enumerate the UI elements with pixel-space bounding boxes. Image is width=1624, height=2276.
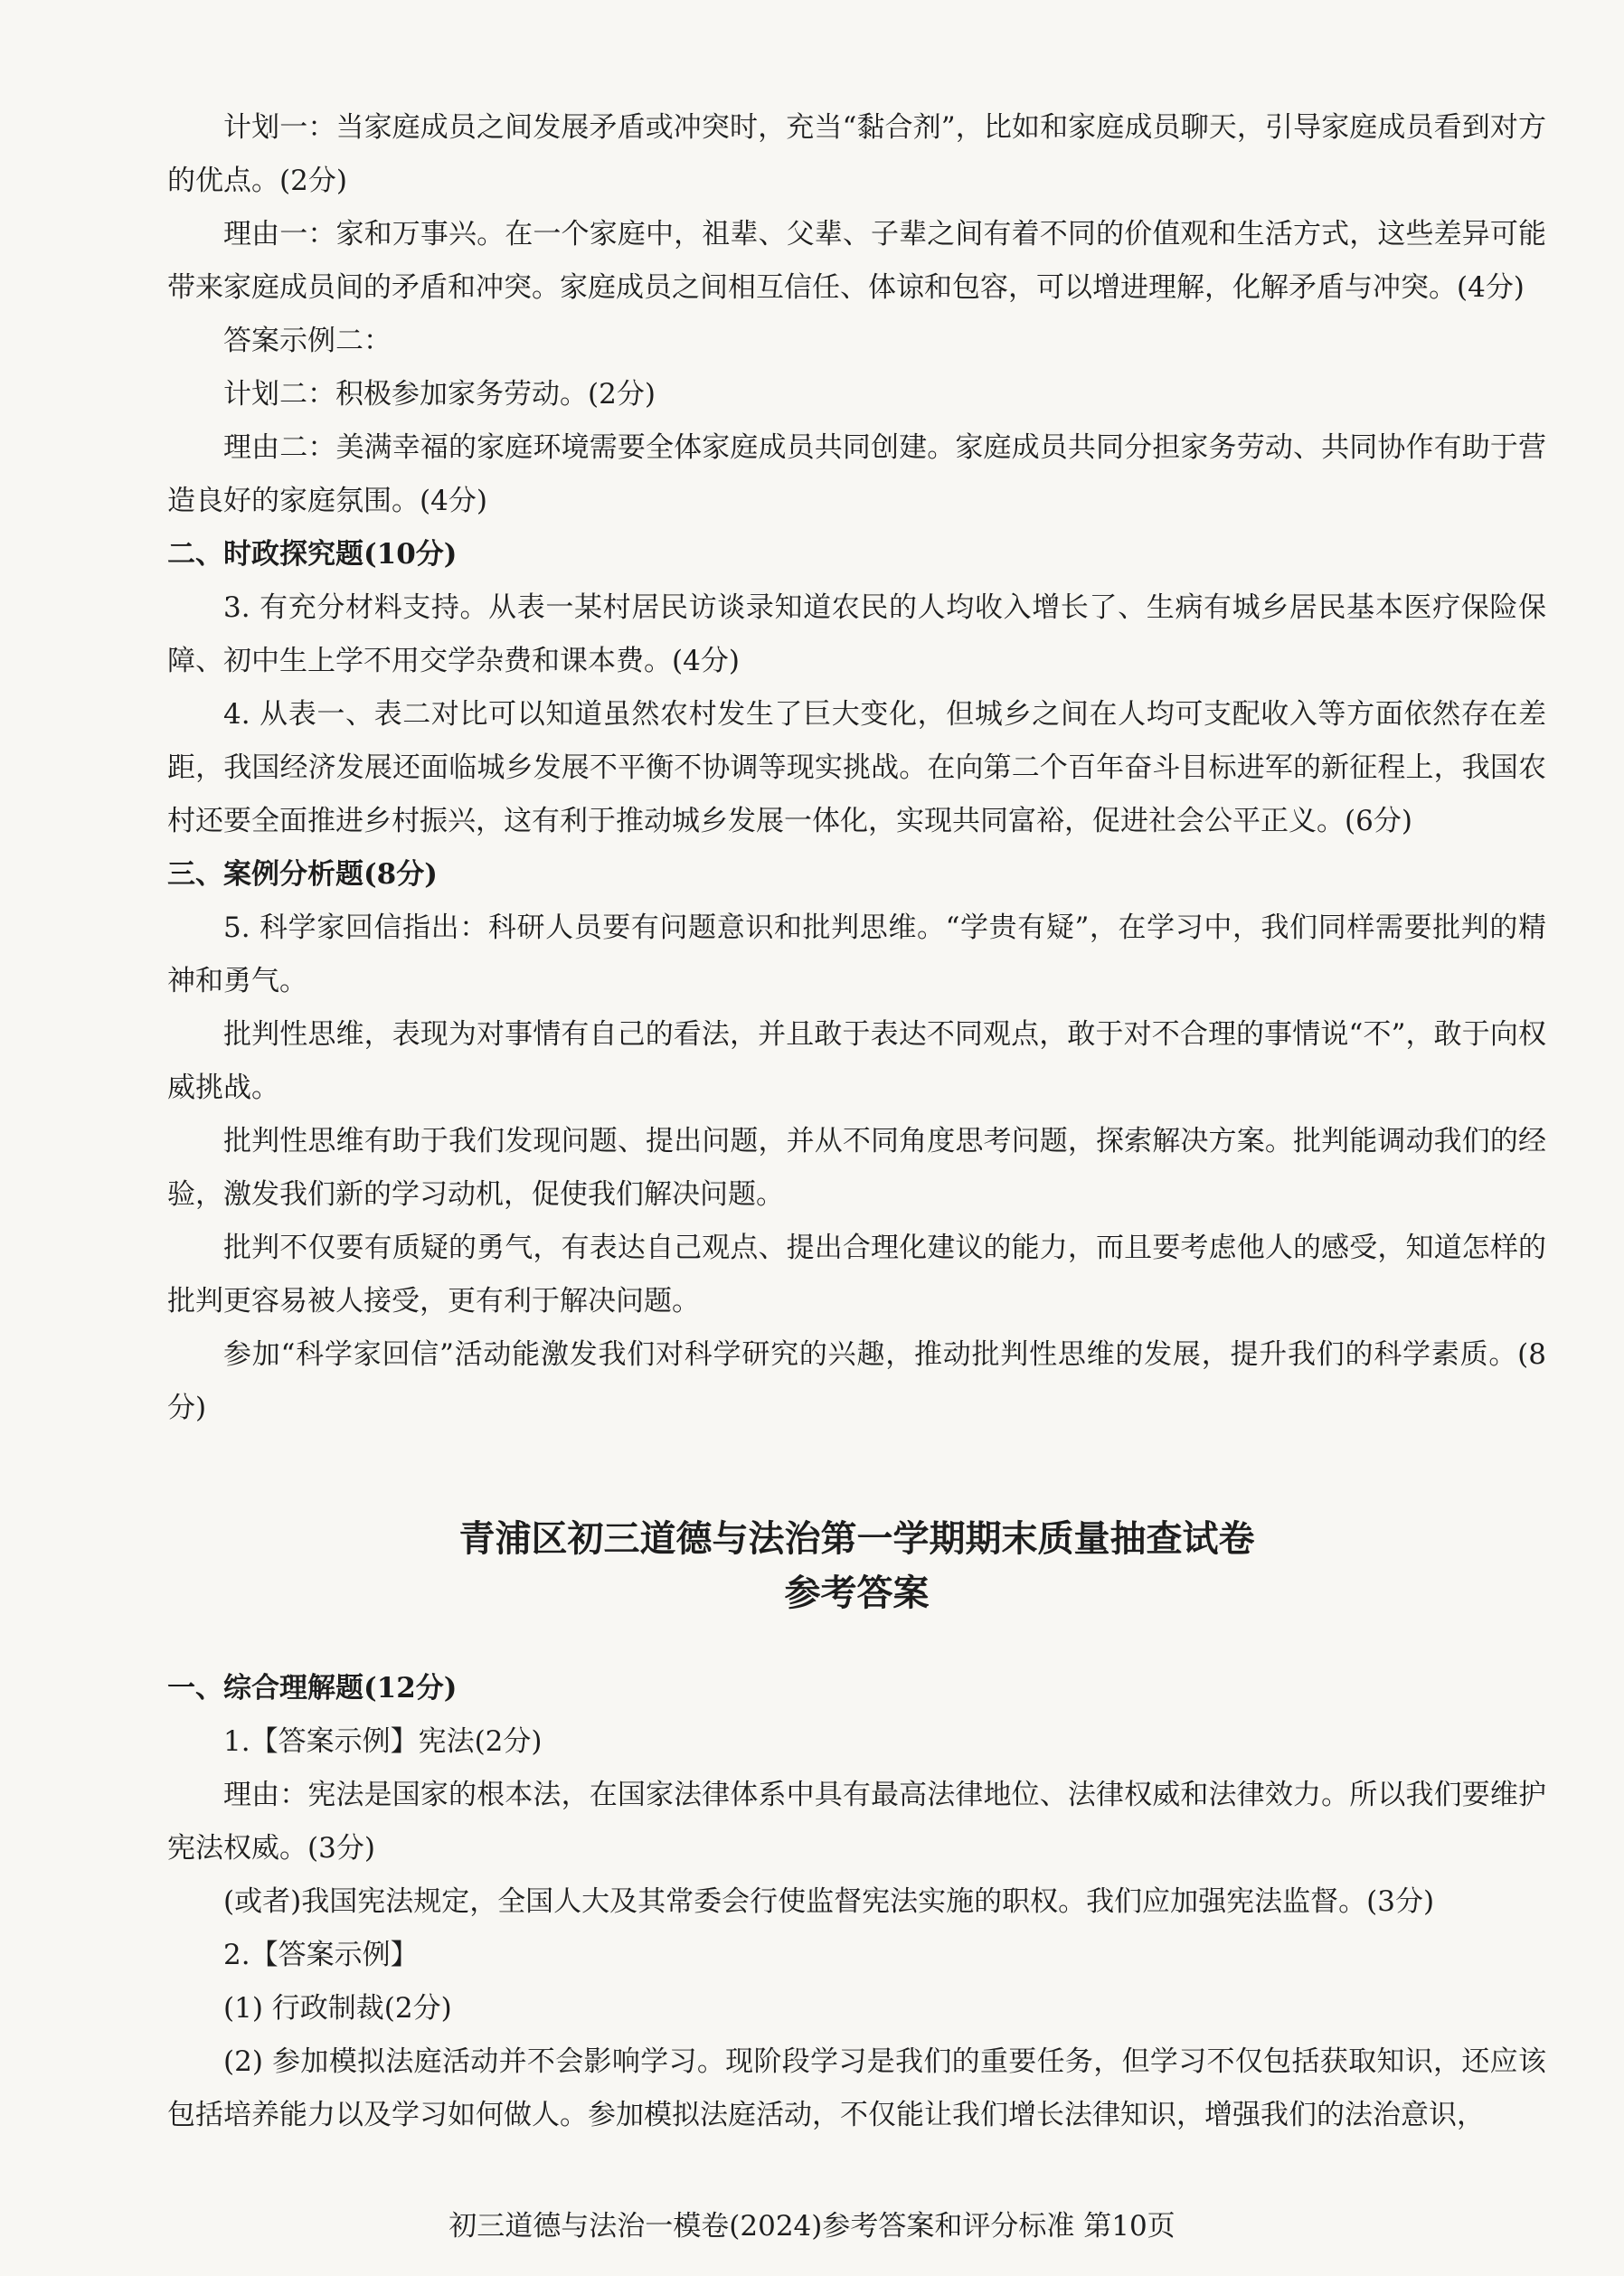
question-5-paragraph: 参加“科学家回信”活动能激发我们对科学研究的兴趣，推动批判性思维的发展，提升我们的科学素质。(8分) — [167, 1338, 1546, 1424]
question-4-answer: 4. 从表一、表二对比可以知道虽然农村发生了巨大变化，但城乡之间在人均可支配收入等方面依然存在差距，我国经济发展还面临城乡发展不平衡不协调等现实挑战。在向第二个百年奋斗目标进军的新征程上，我国农村还要全面推进乡村振兴，这有利于推动城乡发展一体化，实现共同富裕，促进社会公平正义。(6分) — [167, 698, 1546, 837]
section-heading-comprehensive: 一、综合理解题(12分) — [167, 1672, 458, 1705]
question-5-paragraph: 批判性思维，表现为对事情有自己的看法，并且敢于表达不同观点，敢于对不合理的事情说“不”，敢于向权威挑战。 — [167, 1018, 1546, 1104]
reason-one: 理由一：家和万事兴。在一个家庭中，祖辈、父辈、子辈之间有着不同的价值观和生活方式，这些差异可能带来家庭成员间的矛盾和冲突。家庭成员之间相互信任、体谅和包容，可以增进理解，化解矛盾与冲突。(4分) — [167, 218, 1546, 304]
spacer — [167, 1435, 1546, 1485]
spacer — [167, 1620, 1546, 1662]
question-2-part-2: (2) 参加模拟法庭活动并不会影响学习。现阶段学习是我们的重要任务，但学习不仅包括获取知识，还应该包括培养能力以及学习如何做人。参加模拟法庭活动，不仅能让我们增长法律知识，增强我们的法治意识， — [167, 2045, 1546, 2131]
question-5-paragraph: 批判性思维有助于我们发现问题、提出问题，并从不同角度思考问题，探索解决方案。批判能调动我们的经验，激发我们新的学习动机，促使我们解决问题。 — [167, 1125, 1546, 1211]
question-1-alternative: (或者)我国宪法规定，全国人大及其常委会行使监督宪法实施的职权。我们应加强宪法监督。(3分) — [223, 1885, 1435, 1918]
page-footer: 初三道德与法治一模卷(2024)参考答案和评分标准 第10页 — [448, 2210, 1176, 2243]
question-5-paragraph: 批判不仅要有质疑的勇气，有表达自己观点、提出合理化建议的能力，而且要考虑他人的感受，知道怎样的批判更容易被人接受，更有利于解决问题。 — [167, 1232, 1546, 1317]
section-heading-case-analysis: 三、案例分析题(8分) — [167, 858, 438, 891]
exam-subtitle: 参考答案 — [784, 1572, 930, 1614]
exam-title-block — [167, 1512, 1546, 1620]
question-2-part-1: (1) 行政制裁(2分) — [223, 1992, 452, 2025]
section-heading-current-affairs: 二、时政探究题(10分) — [167, 538, 458, 571]
plan-two: 计划二：积极参加家务劳动。(2分) — [223, 378, 656, 411]
question-5-paragraph: 5. 科学家回信指出：科研人员要有问题意识和批判思维。“学贵有疑”，在学习中，我们同样需要批判的精神和勇气。 — [167, 911, 1546, 997]
question-3-answer: 3. 有充分材料支持。从表一某村居民访谈录知道农民的人均收入增长了、生病有城乡居民基本医疗保险保障、初中生上学不用交学杂费和课本费。(4分) — [167, 591, 1546, 677]
question-1-reason: 理由：宪法是国家的根本法，在国家法律体系中具有最高法律地位、法律权威和法律效力。所以我们要维护宪法权威。(3分) — [167, 1779, 1546, 1865]
question-1-answer: 1.【答案示例】宪法(2分) — [223, 1725, 543, 1758]
exam-title: 青浦区初三道德与法治第一学期期末质量抽查试卷 — [458, 1517, 1255, 1560]
question-2-heading: 2.【答案示例】 — [223, 1939, 419, 1971]
answer-example-two: 答案示例二： — [223, 325, 392, 357]
page-content — [167, 101, 1546, 2142]
plan-one: 计划一：当家庭成员之间发展矛盾或冲突时，充当“黏合剂”，比如和家庭成员聊天，引导家庭成员看到对方的优点。(2分) — [167, 111, 1546, 197]
reason-two: 理由二：美满幸福的家庭环境需要全体家庭成员共同创建。家庭成员共同分担家务劳动、共同协作有助于营造良好的家庭氛围。(4分) — [167, 431, 1546, 517]
